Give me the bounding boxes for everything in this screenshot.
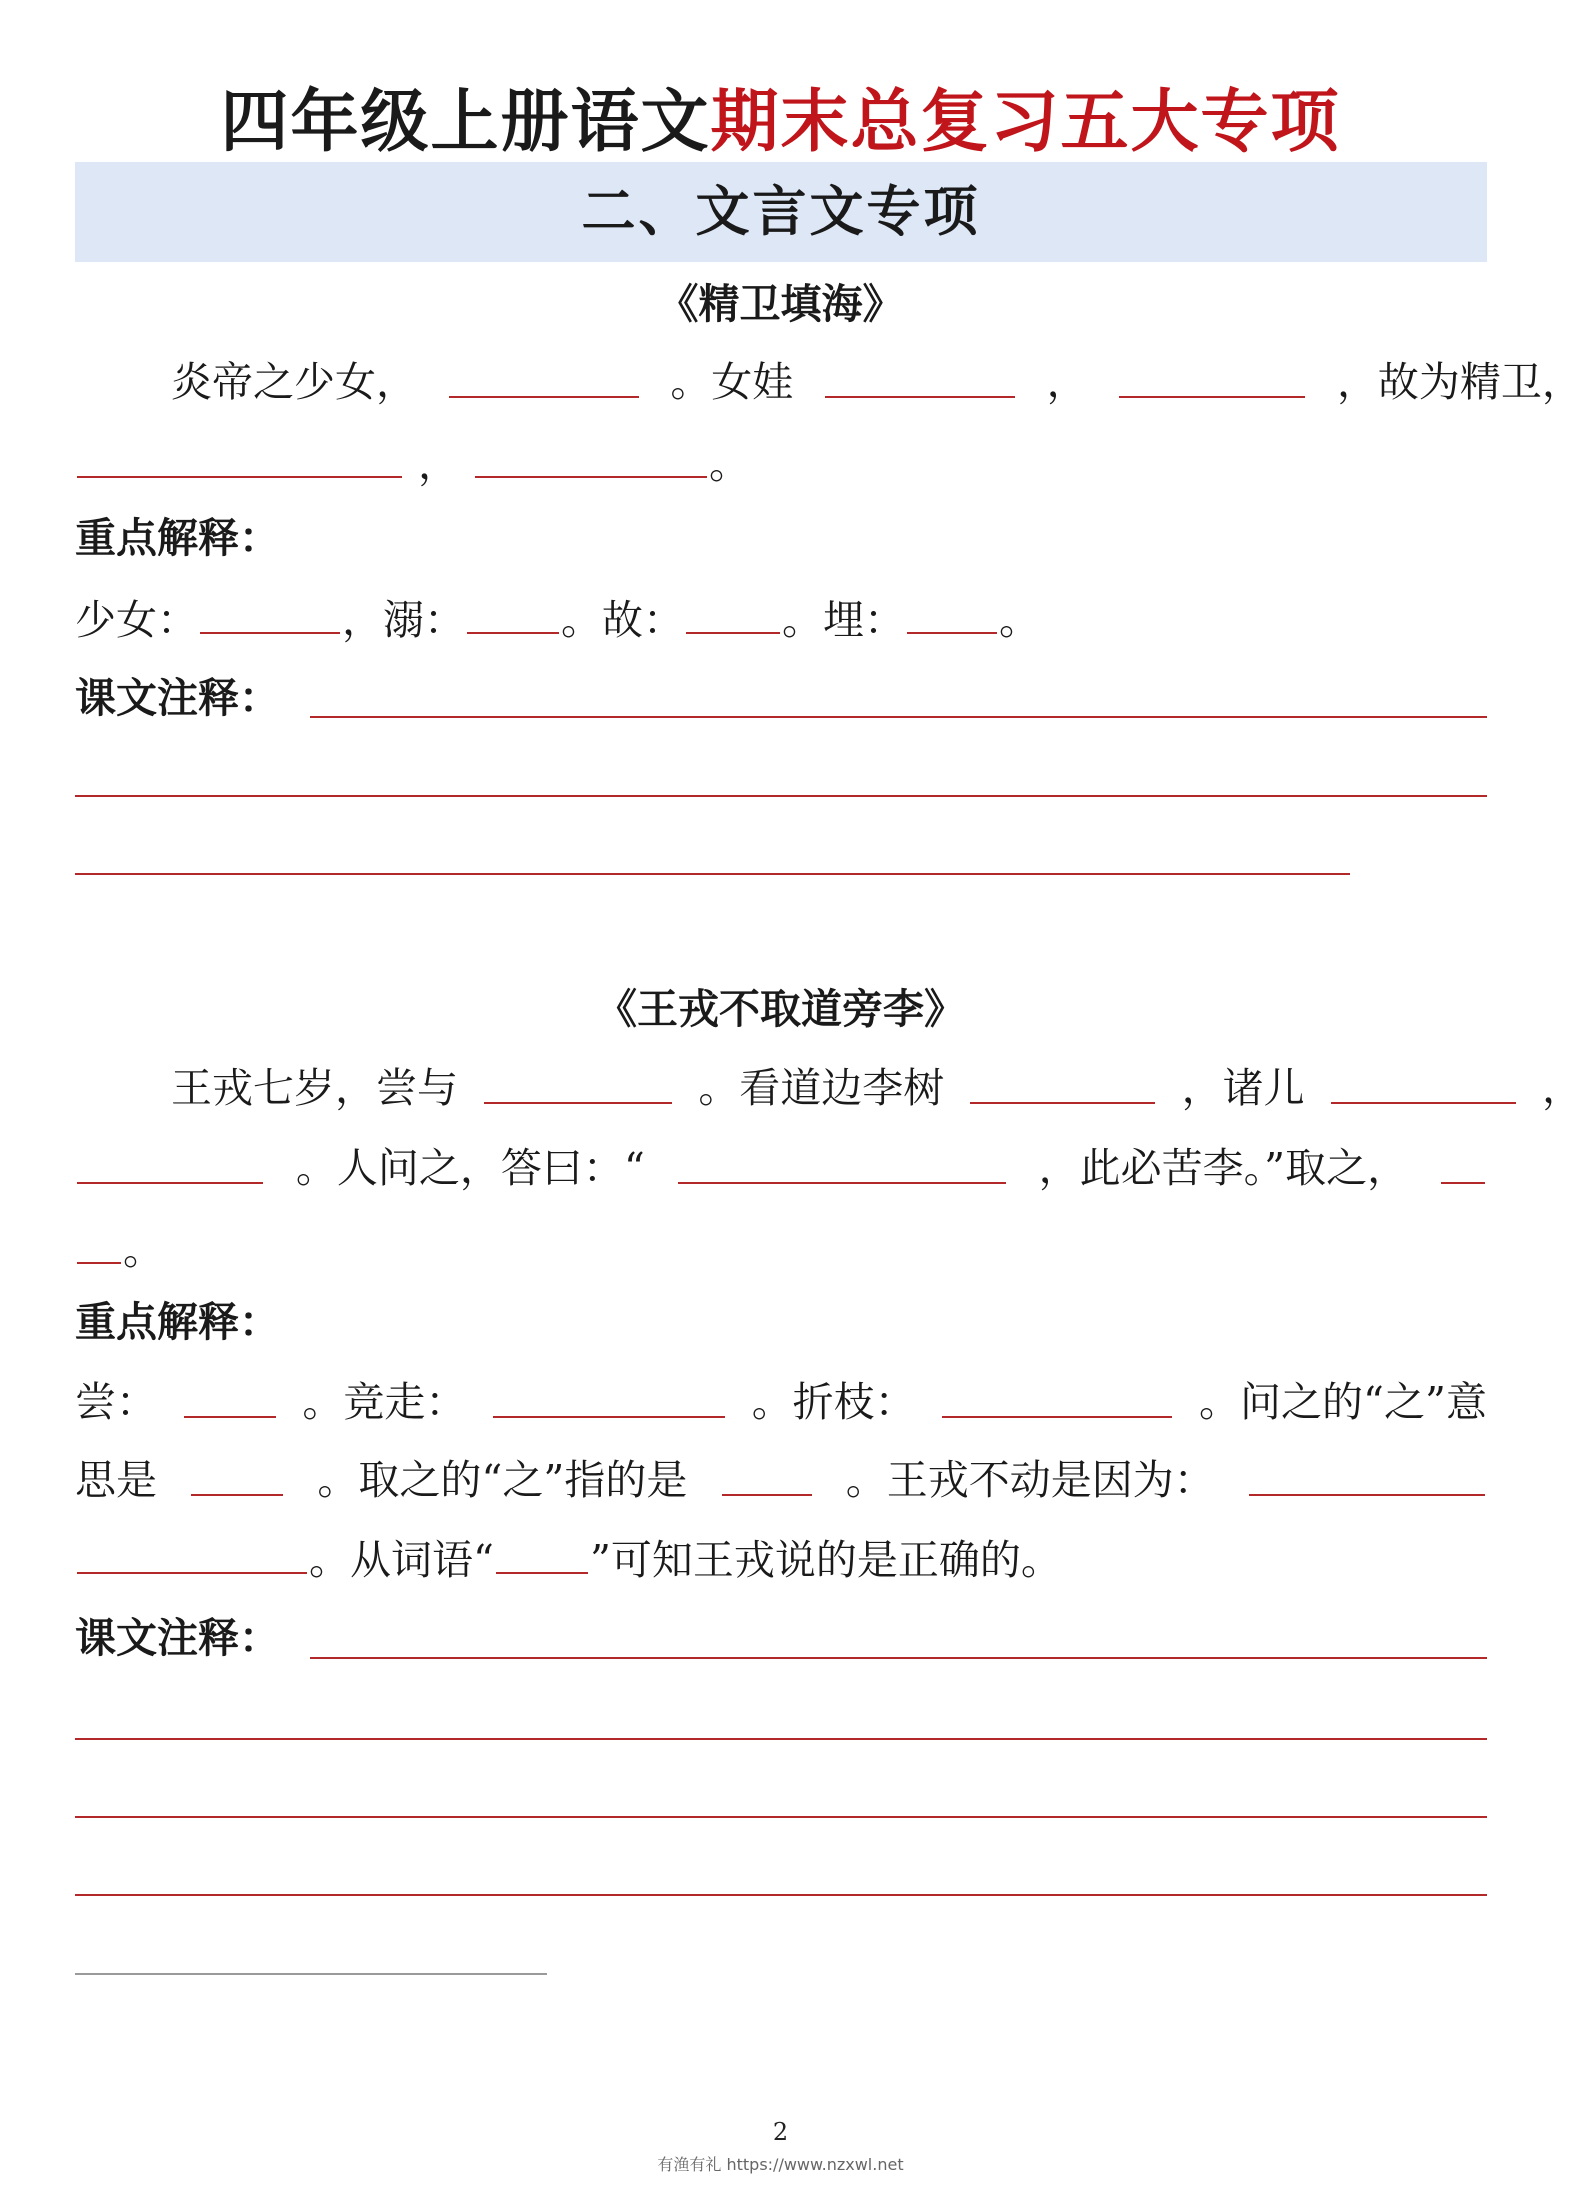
text-segment: 尝： — [75, 1378, 157, 1426]
text-segment: 。 — [123, 1226, 164, 1274]
text-segment: ， — [1046, 358, 1088, 406]
fill-blank[interactable] — [942, 1372, 1172, 1418]
text-segment: 少女： — [75, 596, 198, 644]
lesson-2-key-row-3 — [75, 1528, 1487, 1590]
text-segment: ，溺： — [342, 596, 465, 644]
text-segment: ”可知王戎说的是正确的。 — [589, 1536, 1062, 1584]
text-segment: 。看道边李树 — [698, 1064, 945, 1112]
answer-line[interactable] — [75, 1816, 1487, 1818]
fill-blank[interactable] — [449, 352, 639, 398]
lesson-1-key-label: 重点解释： — [75, 514, 280, 562]
fill-blank[interactable] — [467, 588, 559, 634]
fill-blank[interactable] — [77, 432, 402, 478]
text-segment: 。从词语“ — [309, 1536, 494, 1584]
fill-blank[interactable] — [825, 352, 1015, 398]
fill-blank[interactable] — [496, 1528, 588, 1574]
fill-blank[interactable] — [678, 1138, 1006, 1184]
fill-blank[interactable] — [1331, 1058, 1516, 1104]
answer-line[interactable] — [75, 795, 1487, 797]
text-segment: ， — [1541, 1064, 1583, 1112]
page-number: 2 — [772, 2118, 789, 2146]
answer-line[interactable] — [75, 1738, 1487, 1740]
fill-blank[interactable] — [907, 588, 997, 634]
fill-blank[interactable] — [77, 1138, 263, 1184]
text-segment: ， — [418, 440, 459, 488]
text-segment: 炎帝之少女， — [171, 358, 417, 406]
lesson-1-key-items — [75, 588, 1487, 650]
fill-blank[interactable] — [1119, 352, 1305, 398]
fill-blank[interactable] — [1441, 1138, 1485, 1184]
fill-blank[interactable] — [77, 1218, 121, 1264]
fill-blank[interactable] — [686, 588, 780, 634]
text-segment: ，诸儿 — [1181, 1064, 1305, 1112]
lesson-1-text-line-2 — [75, 432, 1487, 494]
lesson-2-key-row-2 — [75, 1450, 1487, 1510]
lesson-2-key-label: 重点解释： — [75, 1298, 280, 1346]
fill-blank[interactable] — [493, 1372, 725, 1418]
fill-blank[interactable] — [484, 1058, 672, 1104]
text-segment: 。王戎不动是因为： — [845, 1456, 1215, 1504]
lesson-2-text-line-3 — [75, 1218, 1487, 1280]
fill-blank[interactable] — [184, 1372, 276, 1418]
answer-line[interactable] — [75, 1973, 547, 1975]
text-segment: 。 — [999, 596, 1040, 644]
text-segment: ，故为精卫， — [1336, 358, 1583, 406]
section-banner: 二、文言文专项 — [75, 162, 1487, 262]
fill-blank[interactable] — [970, 1058, 1155, 1104]
lesson-2-text-line-1 — [75, 1058, 1583, 1118]
title-part-1: 四年级上册语文 — [220, 83, 711, 162]
text-segment: 。取之的“之”指的是 — [317, 1456, 688, 1504]
answer-line[interactable] — [310, 1657, 1487, 1659]
fill-blank[interactable] — [191, 1450, 283, 1496]
text-segment: 。女娃 — [670, 358, 794, 406]
text-segment: 。人问之，答曰：“ — [295, 1144, 645, 1192]
page-title — [0, 78, 1561, 168]
text-segment: 。竞走： — [302, 1378, 467, 1426]
lesson-1-text-line-1 — [75, 352, 1583, 412]
lesson-2-notes-label: 课文注释： — [75, 1614, 280, 1662]
text-segment: 王戎七岁，尝与 — [171, 1064, 458, 1112]
answer-line[interactable] — [310, 716, 1487, 718]
title-part-2: 期末总复习五大专项 — [710, 83, 1341, 162]
text-segment: 。故： — [561, 596, 684, 644]
lesson-2-text-line-2 — [75, 1138, 1487, 1198]
text-segment: ，此必苦李。”取之， — [1038, 1144, 1409, 1192]
footer-watermark: 有渔有礼 https://www.nzxwl.net — [657, 2155, 904, 2174]
answer-line[interactable] — [75, 873, 1350, 875]
fill-blank[interactable] — [200, 588, 340, 634]
text-segment: 。折枝： — [751, 1378, 916, 1426]
lesson-2-key-row-1 — [75, 1372, 1487, 1432]
text-segment: 。 — [709, 440, 750, 488]
text-segment: 思是 — [75, 1456, 157, 1504]
text-segment: 。埋： — [782, 596, 905, 644]
lesson-1-notes-label: 课文注释： — [75, 674, 280, 722]
lesson-1-title: 《精卫填海》 — [657, 280, 904, 328]
answer-line[interactable] — [75, 1894, 1487, 1896]
lesson-2-title: 《王戎不取道旁李》 — [596, 985, 965, 1033]
fill-blank[interactable] — [722, 1450, 812, 1496]
fill-blank[interactable] — [77, 1528, 307, 1574]
fill-blank[interactable] — [475, 432, 707, 478]
text-segment: 。问之的“之”意 — [1199, 1378, 1487, 1426]
fill-blank[interactable] — [1249, 1450, 1485, 1496]
